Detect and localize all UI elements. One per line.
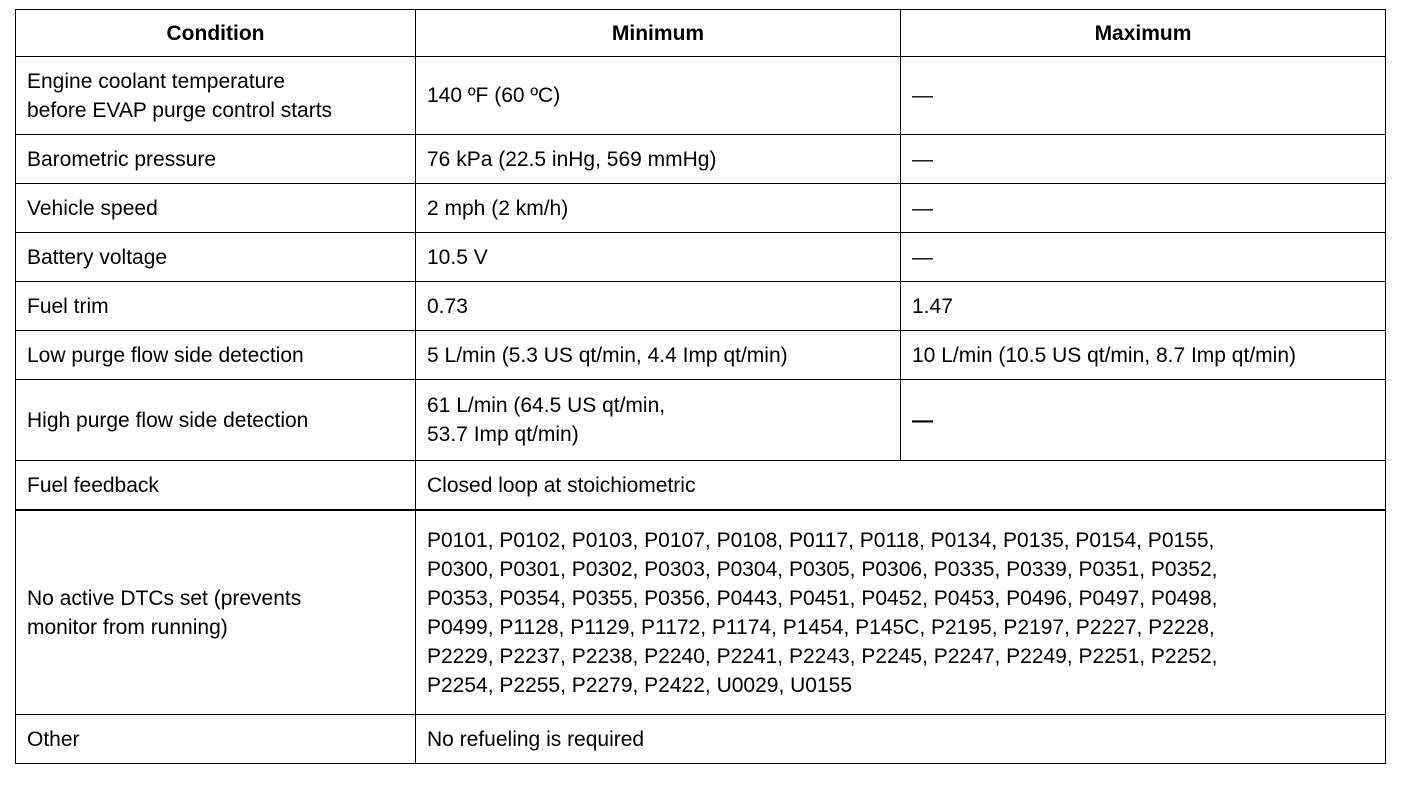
- condition-cell: Other: [16, 715, 416, 764]
- condition-cell: [16, 510, 416, 715]
- minimum-cell: [416, 380, 901, 461]
- table-row: [16, 184, 1386, 233]
- header-condition: Condition: [16, 10, 416, 57]
- maximum-cell: [901, 57, 1386, 135]
- header-minimum: Minimum: [416, 10, 901, 57]
- table-row: [16, 282, 1386, 331]
- table-row: [16, 233, 1386, 282]
- condition-line: monitor from running): [27, 615, 228, 639]
- maximum-value: —: [912, 408, 933, 432]
- condition-cell: High purge flow side detection: [16, 380, 416, 461]
- maximum-cell: [901, 233, 1386, 282]
- maximum-cell: [901, 135, 1386, 184]
- minimum-cell: 2 mph (2 km/h): [416, 184, 901, 233]
- maximum-cell: [901, 380, 1386, 461]
- minimum-cell: 0.73: [416, 282, 901, 331]
- table-row: [16, 331, 1386, 380]
- minimum-cell: 140 ºF (60 ºC): [416, 57, 901, 135]
- conditions-table: [15, 9, 1386, 764]
- dtc-line: P0353, P0354, P0355, P0356, P0443, P0451, P0452, P0453, P0496, P0497, P0498,: [427, 586, 1218, 610]
- maximum-cell: 1.47: [901, 282, 1386, 331]
- table-row: [16, 57, 1386, 135]
- minimum-cell: 76 kPa (22.5 inHg, 569 mmHg): [416, 135, 901, 184]
- maximum-value: —: [912, 245, 933, 269]
- condition-cell: Fuel trim: [16, 282, 416, 331]
- table-row: [16, 461, 1386, 511]
- minimum-line: 61 L/min (64.5 US qt/min,: [427, 394, 666, 417]
- dtc-line: P0499, P1128, P1129, P1172, P1174, P1454, P145C, P2195, P2197, P2227, P2228,: [427, 615, 1215, 639]
- maximum-value: —: [912, 84, 933, 107]
- table-row: [16, 380, 1386, 461]
- maximum-cell: [901, 184, 1386, 233]
- maximum-value: —: [912, 147, 933, 171]
- table-row: [16, 510, 1386, 715]
- condition-cell: Fuel feedback: [16, 461, 416, 511]
- table-row: [16, 715, 1386, 764]
- minimum-cell: 10.5 V: [416, 233, 901, 282]
- dtc-line: P2254, P2255, P2279, P2422, U0029, U0155: [427, 673, 853, 697]
- value-cell: No refueling is required: [416, 715, 1386, 764]
- condition-cell: Battery voltage: [16, 233, 416, 282]
- dtc-line: P2229, P2237, P2238, P2240, P2241, P2243, P2245, P2247, P2249, P2251, P2252,: [427, 644, 1218, 668]
- dtc-line: P0101, P0102, P0103, P0107, P0108, P0117, P0118, P0134, P0135, P0154, P0155,: [427, 528, 1215, 552]
- condition-line: before EVAP purge control starts: [27, 98, 333, 122]
- value-cell: Closed loop at stoichiometric: [416, 461, 1386, 511]
- condition-line: No active DTCs set (prevents: [27, 586, 302, 610]
- table-row: [16, 135, 1386, 184]
- dtc-line: P0300, P0301, P0302, P0303, P0304, P0305, P0306, P0335, P0339, P0351, P0352,: [427, 557, 1218, 581]
- condition-cell: [16, 57, 416, 135]
- maximum-cell: 10 L/min (10.5 US qt/min, 8.7 Imp qt/min): [901, 331, 1386, 380]
- header-maximum: Maximum: [901, 10, 1386, 57]
- maximum-value: —: [912, 196, 933, 220]
- header-row: [16, 10, 1386, 57]
- condition-line: Engine coolant temperature: [27, 69, 285, 93]
- condition-cell: Vehicle speed: [16, 184, 416, 233]
- condition-cell: Barometric pressure: [16, 135, 416, 184]
- dtc-list-cell: [416, 510, 1386, 715]
- condition-cell: Low purge flow side detection: [16, 331, 416, 380]
- minimum-line: 53.7 Imp qt/min): [427, 423, 579, 446]
- minimum-cell: 5 L/min (5.3 US qt/min, 4.4 Imp qt/min): [416, 331, 901, 380]
